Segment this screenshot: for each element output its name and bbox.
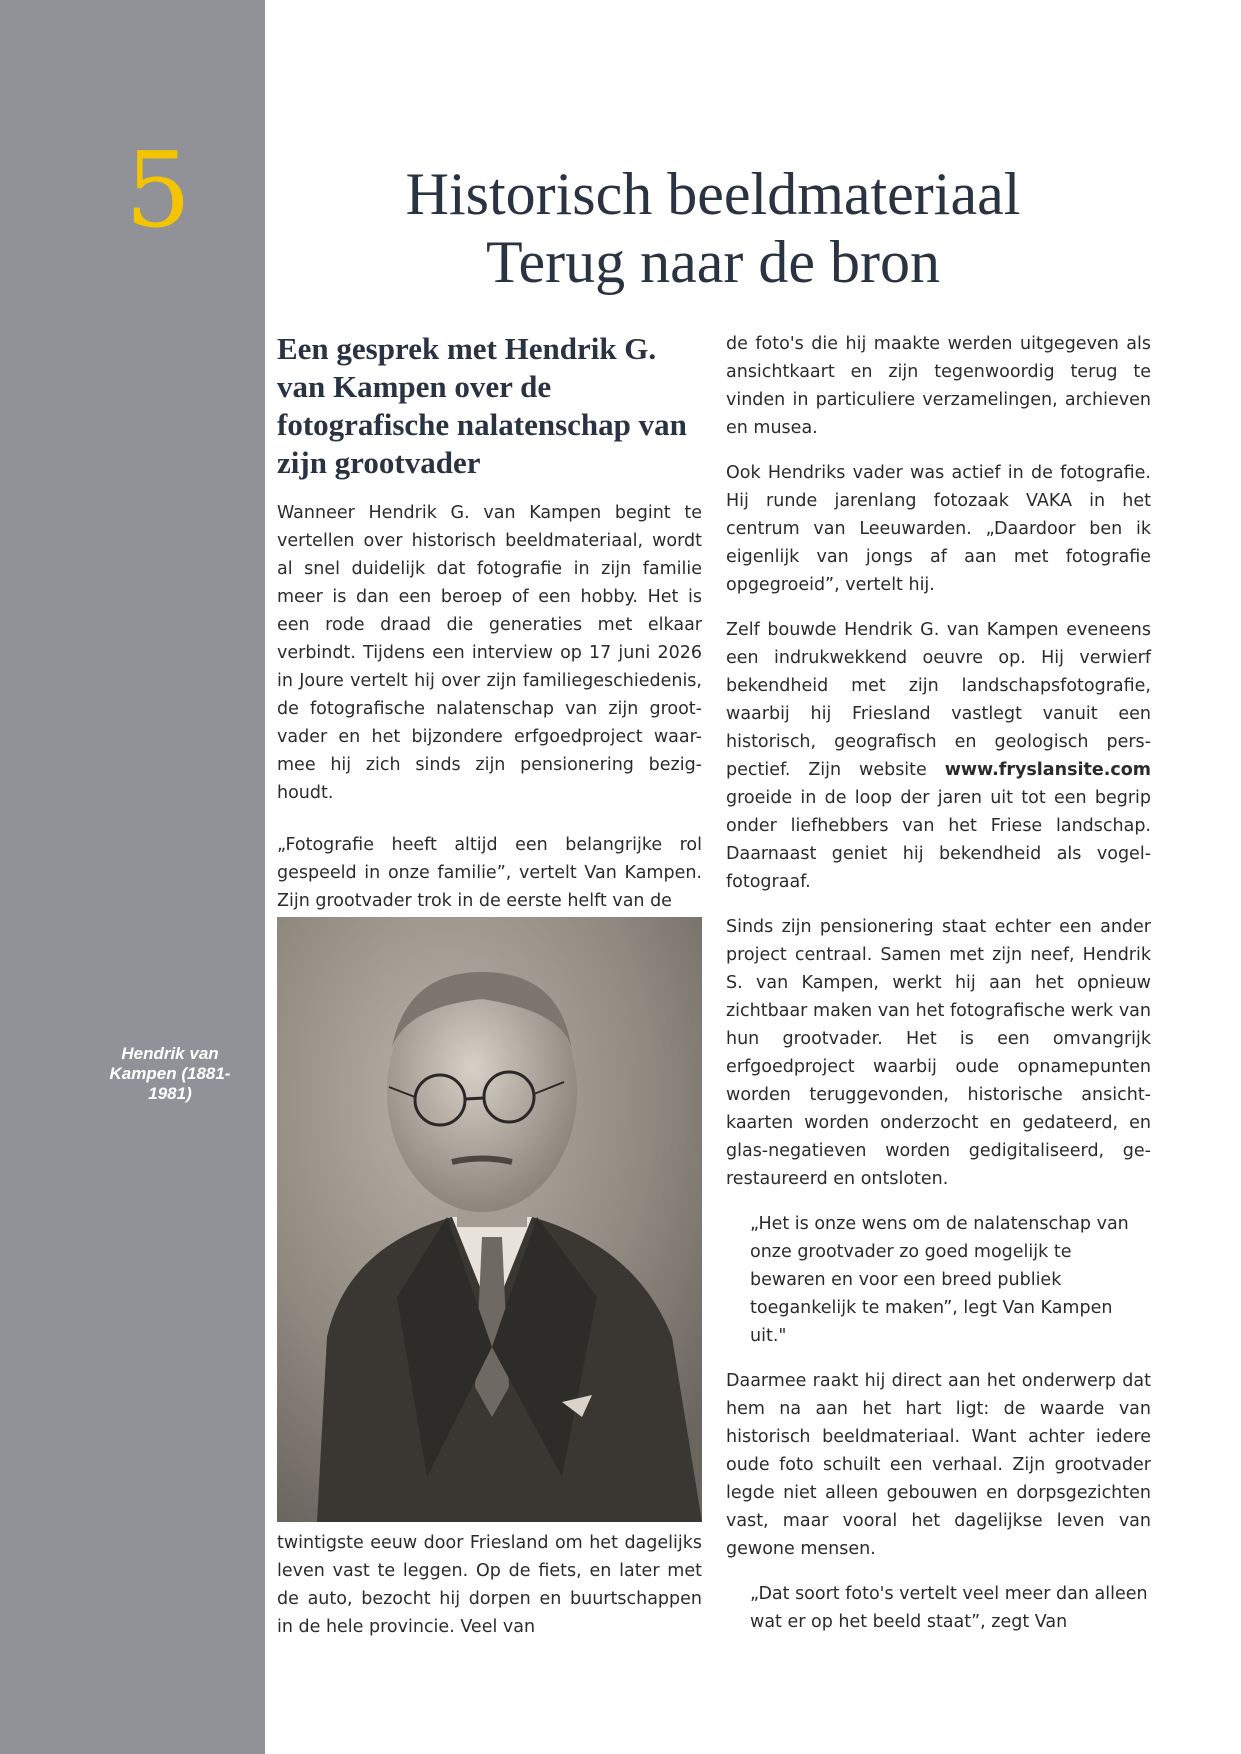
title-line-2: Terug naar de bron	[486, 229, 940, 295]
right-paragraph-2: Ook Hendriks vader was actief in de fotografie. Hij runde jarenlang fotozaak VAKA in het centrum van Leeuwarden. „Daardoor ben ik eigenlijk van jongs af aan met fotografie opgegroeid”, vertelt hij.	[726, 463, 1151, 595]
article-subtitle: Een gesprek met Hendrik G. van Kampen over de fotografische nalatenschap van zijn grootvader	[277, 331, 687, 480]
paragraph-3-text: Zelf bouwde Hendrik G. van Kampen eveneens een indrukwekkend oeuvre op. Hij verwierf bekendheid met zijn landschapsfotografie, waarbij hij Friesland vastlegt vanuit een historisch, geografisch en geologisch pers-pectief. Zijn website	[726, 620, 1151, 780]
paragraph-after-photo: twintigste eeuw door Friesland om het dagelijks leven vast te leggen. Op de fiets, en later met de auto, bezocht hij dorpen en buurtschappen in de hele provincie. Veel van	[277, 1533, 702, 1637]
left-column	[277, 330, 702, 1641]
portrait-photo	[277, 917, 702, 1522]
right-column	[726, 330, 1151, 1653]
paragraph-3-text-continued: groeide in de loop der jaren uit tot een begrip onder liefhebbers van het Friese landschap. Daarnaast geniet hij bekendheid als vogel-fotograaf.	[726, 788, 1151, 892]
title-line-1: Historisch beeldmateriaal	[405, 161, 1021, 227]
chapter-number: 5	[125, 129, 192, 251]
paragraph-before-photo: „Fotografie heeft altijd een belangrijke rol gespeeld in onze familie”, vertelt Van Kampen. Zijn grootvader trok in de eerste helft van de	[277, 835, 702, 911]
quote-1: „Het is onze wens om de nalatenschap van onze grootvader zo goed mogelijk te bewaren en voor een breed publiek toegankelijk te maken”, legt Van Kampen uit."	[750, 1214, 1129, 1346]
sidebar	[0, 0, 265, 1754]
right-paragraph-3	[726, 616, 1151, 896]
right-paragraph-1: de foto's die hij maakte werden uitgegeven als ansichtkaart en zijn tegenwoordig terug te vinden in particuliere verzamelingen, archieven en musea.	[726, 334, 1151, 438]
right-paragraph-5: Daarmee raakt hij direct aan het onderwerp dat hem na aan het hart ligt: de waarde van historisch beeldmateriaal. Want achter iedere oude foto schuilt een verhaal. Zijn grootvader legde niet alleen gebouwen en dorpsgezichten vast, maar vooral het dagelijkse leven van gewone mensen.	[726, 1371, 1151, 1559]
website-link[interactable]: www.fryslansite.com	[944, 760, 1151, 780]
photo-caption: Hendrik van Kampen (1881-1981)	[109, 1044, 231, 1103]
right-paragraph-4: Sinds zijn pensionering staat echter een ander project centraal. Samen met zijn neef, Hendrik S. van Kampen, werkt hij aan het opnieuw zichtbaar maken van het fotografische werk van hun grootvader. Het is een omvangrijk erfgoedproject waarbij oude opnamepunten worden teruggevonden, historische ansicht-kaarten worden onderzocht en gedateerd, en glas-negatieven worden gedigitaliseerd, ge-restaureerd en ontsloten.	[726, 917, 1151, 1189]
quote-2: „Dat soort foto's vertelt veel meer dan alleen wat er op het beeld staat”, zegt Van	[750, 1584, 1148, 1632]
page-title	[265, 160, 1161, 296]
intro-paragraph: Wanneer Hendrik G. van Kampen begint te vertellen over historisch beeldmateriaal, wordt al snel duidelijk dat fotografie in zijn familie meer is dan een beroep of een hobby. Het is een rode draad die generaties met elkaar verbindt. Tijdens een interview op 17 juni 2026 in Joure vertelt hij over zijn familiegeschiedenis, de fotografische nalatenschap van zijn groot-vader en het bijzondere erfgoedproject waar-mee hij zich sinds zijn pensionering bezig-houdt.	[277, 503, 702, 803]
